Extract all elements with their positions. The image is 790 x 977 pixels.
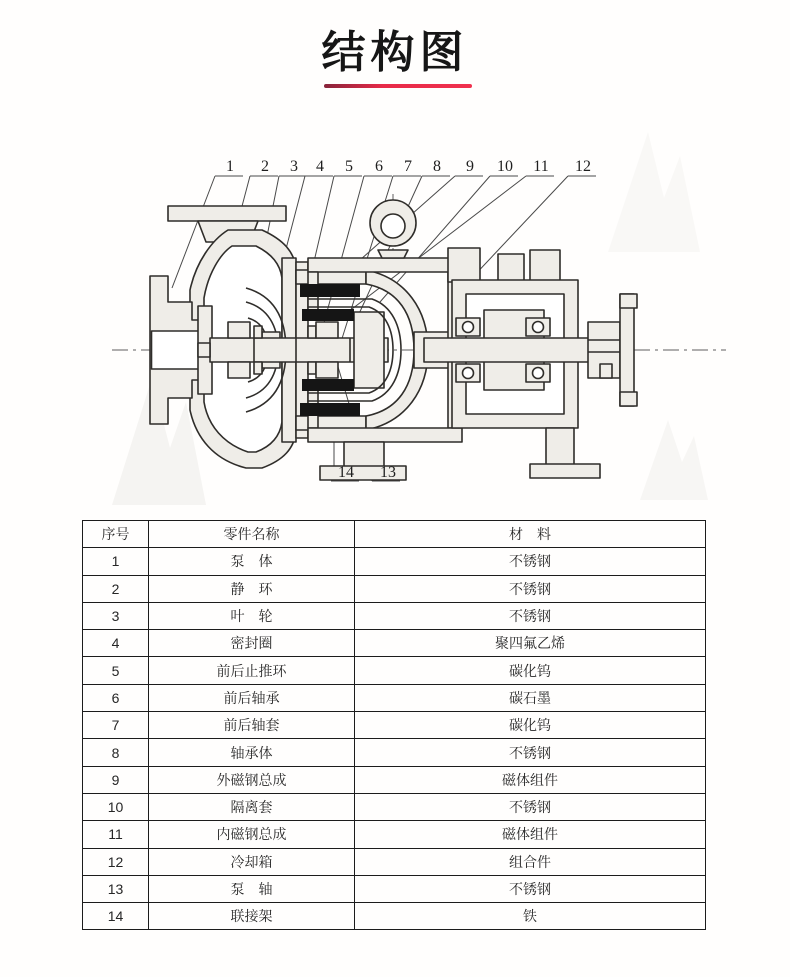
cell-material: 不锈钢: [355, 548, 706, 575]
cell-index: 11: [83, 821, 149, 848]
cell-material: 不锈钢: [355, 793, 706, 820]
cell-index: 7: [83, 712, 149, 739]
cell-index: 8: [83, 739, 149, 766]
table-row: [83, 712, 706, 739]
cell-part-name: 前后止推环: [149, 657, 355, 684]
table-row: [83, 602, 706, 629]
table-row: [83, 766, 706, 793]
cell-part-name: 轴承体: [149, 739, 355, 766]
callout-label: 8: [433, 158, 441, 175]
cell-index: 1: [83, 548, 149, 575]
cell-part-name: 密封圈: [149, 630, 355, 657]
cell-part-name: 叶 轮: [149, 602, 355, 629]
header-part-name: 零件名称: [149, 521, 355, 548]
callout-label: 14: [338, 464, 354, 481]
table-row: [83, 739, 706, 766]
table-row: [83, 657, 706, 684]
cell-material: 不锈钢: [355, 575, 706, 602]
cell-part-name: 静 环: [149, 575, 355, 602]
cell-part-name: 泵 轴: [149, 875, 355, 902]
table-row: [83, 630, 706, 657]
table-header-row: [83, 521, 706, 548]
cell-material: 不锈钢: [355, 875, 706, 902]
cell-material: 组合件: [355, 848, 706, 875]
cell-index: 13: [83, 875, 149, 902]
cell-index: 4: [83, 630, 149, 657]
cell-index: 14: [83, 903, 149, 930]
cell-material: 碳石墨: [355, 684, 706, 711]
cell-index: 2: [83, 575, 149, 602]
cell-part-name: 联接架: [149, 903, 355, 930]
cell-material: 磁体组件: [355, 821, 706, 848]
cell-part-name: 前后轴承: [149, 684, 355, 711]
cell-index: 5: [83, 657, 149, 684]
callout-label: 4: [316, 158, 324, 175]
cell-material: 聚四氟乙烯: [355, 630, 706, 657]
table-row: [83, 548, 706, 575]
callout-label: 13: [380, 464, 396, 481]
cell-material: 铁: [355, 903, 706, 930]
callout-label: 12: [575, 158, 591, 175]
callout-label: 6: [375, 158, 383, 175]
cell-index: 9: [83, 766, 149, 793]
table-row: [83, 575, 706, 602]
eyebolt: [370, 200, 416, 258]
callout-label: 2: [261, 158, 269, 175]
cell-index: 3: [83, 602, 149, 629]
cell-material: 碳化钨: [355, 657, 706, 684]
table-row: [83, 821, 706, 848]
callout-label: 10: [497, 158, 513, 175]
cell-part-name: 内磁钢总成: [149, 821, 355, 848]
cell-material: 碳化钨: [355, 712, 706, 739]
callout-label: 5: [345, 158, 353, 175]
pump-drawing: [150, 200, 637, 480]
cell-part-name: 前后轴套: [149, 712, 355, 739]
cell-part-name: 隔离套: [149, 793, 355, 820]
cell-material: 不锈钢: [355, 739, 706, 766]
callout-label: 9: [466, 158, 474, 175]
callout-label: 1: [226, 158, 234, 175]
cell-index: 12: [83, 848, 149, 875]
page-title: 结构图: [321, 28, 469, 77]
cell-material: 不锈钢: [355, 602, 706, 629]
table-row: [83, 903, 706, 930]
cell-part-name: 泵 体: [149, 548, 355, 575]
cell-index: 6: [83, 684, 149, 711]
table-row: [83, 848, 706, 875]
table-row: [83, 875, 706, 902]
bearing-housing: [448, 248, 600, 478]
table-row: [83, 684, 706, 711]
parts-table: [82, 520, 706, 930]
callout-label: 11: [533, 158, 549, 175]
header-index: 序号: [83, 521, 149, 548]
inner-magnet-rotor: [354, 312, 384, 388]
header-material: 材 料: [355, 521, 706, 548]
cell-part-name: 冷却箱: [149, 848, 355, 875]
cell-index: 10: [83, 793, 149, 820]
cell-part-name: 外磁钢总成: [149, 766, 355, 793]
parts-table-body: [83, 548, 706, 930]
cell-material: 磁体组件: [355, 766, 706, 793]
callout-label: 3: [290, 158, 298, 175]
table-row: [83, 793, 706, 820]
callout-label: 7: [404, 158, 412, 175]
